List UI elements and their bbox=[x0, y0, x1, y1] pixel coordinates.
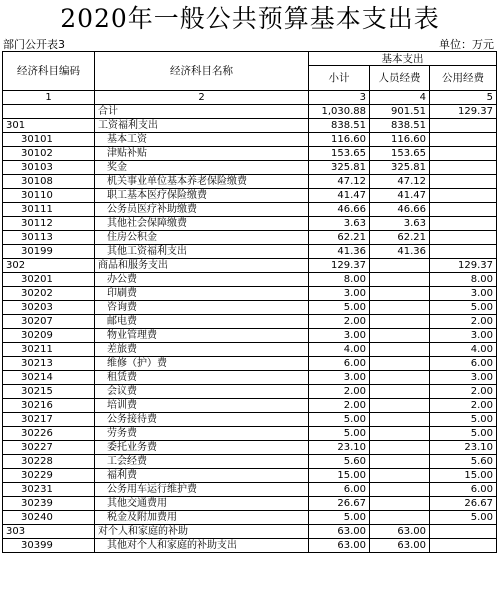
index-row bbox=[3, 91, 497, 105]
row-name: 合计 bbox=[95, 105, 309, 119]
table-row bbox=[3, 469, 497, 483]
row-code: 30113 bbox=[3, 231, 95, 245]
row-name: 物业管理费 bbox=[95, 329, 309, 343]
row-subtotal: 46.66 bbox=[309, 203, 370, 217]
row-personnel bbox=[370, 259, 430, 273]
table-row bbox=[3, 133, 497, 147]
row-subtotal: 3.00 bbox=[309, 329, 370, 343]
header-subtotal: 小计 bbox=[309, 66, 370, 91]
row-name: 租赁费 bbox=[95, 371, 309, 385]
table-row bbox=[3, 427, 497, 441]
row-name: 商品和服务支出 bbox=[95, 259, 309, 273]
row-personnel bbox=[370, 273, 430, 287]
row-name: 工资福利支出 bbox=[95, 119, 309, 133]
row-public: 5.00 bbox=[430, 301, 497, 315]
row-personnel bbox=[370, 329, 430, 343]
row-code: 30207 bbox=[3, 315, 95, 329]
row-public bbox=[430, 189, 497, 203]
row-personnel: 901.51 bbox=[370, 105, 430, 119]
row-public: 2.00 bbox=[430, 399, 497, 413]
row-code: 30202 bbox=[3, 287, 95, 301]
row-public bbox=[430, 119, 497, 133]
table-row bbox=[3, 287, 497, 301]
table-row bbox=[3, 105, 497, 119]
row-subtotal: 5.00 bbox=[309, 413, 370, 427]
row-public: 5.00 bbox=[430, 427, 497, 441]
row-personnel: 3.63 bbox=[370, 217, 430, 231]
row-subtotal: 6.00 bbox=[309, 357, 370, 371]
row-personnel bbox=[370, 371, 430, 385]
table-row bbox=[3, 217, 497, 231]
index-cell: 4 bbox=[370, 91, 430, 105]
row-personnel bbox=[370, 469, 430, 483]
row-code: 30216 bbox=[3, 399, 95, 413]
table-body bbox=[3, 105, 497, 553]
row-subtotal: 5.00 bbox=[309, 301, 370, 315]
header-personnel: 人员经费 bbox=[370, 66, 430, 91]
row-code: 30399 bbox=[3, 539, 95, 553]
row-subtotal: 4.00 bbox=[309, 343, 370, 357]
row-subtotal: 63.00 bbox=[309, 539, 370, 553]
row-name: 其他工资福利支出 bbox=[95, 245, 309, 259]
row-name: 其他对个人和家庭的补助支出 bbox=[95, 539, 309, 553]
row-public bbox=[430, 147, 497, 161]
row-personnel: 46.66 bbox=[370, 203, 430, 217]
table-row bbox=[3, 203, 497, 217]
row-code: 303 bbox=[3, 525, 95, 539]
row-subtotal: 116.60 bbox=[309, 133, 370, 147]
row-public: 6.00 bbox=[430, 483, 497, 497]
row-code: 30217 bbox=[3, 413, 95, 427]
header-public: 公用经费 bbox=[430, 66, 497, 91]
row-code: 30214 bbox=[3, 371, 95, 385]
table-row bbox=[3, 455, 497, 469]
row-personnel bbox=[370, 455, 430, 469]
table-row bbox=[3, 315, 497, 329]
row-personnel bbox=[370, 343, 430, 357]
row-public bbox=[430, 133, 497, 147]
table-row bbox=[3, 497, 497, 511]
row-subtotal: 1,030.88 bbox=[309, 105, 370, 119]
row-personnel bbox=[370, 287, 430, 301]
row-public: 15.00 bbox=[430, 469, 497, 483]
row-public: 5.00 bbox=[430, 511, 497, 525]
row-public: 3.00 bbox=[430, 329, 497, 343]
row-public bbox=[430, 525, 497, 539]
row-subtotal: 15.00 bbox=[309, 469, 370, 483]
row-name: 对个人和家庭的补助 bbox=[95, 525, 309, 539]
row-personnel bbox=[370, 301, 430, 315]
row-public: 3.00 bbox=[430, 287, 497, 301]
row-name: 工会经费 bbox=[95, 455, 309, 469]
row-code: 30101 bbox=[3, 133, 95, 147]
row-name: 税金及附加费用 bbox=[95, 511, 309, 525]
row-name: 培训费 bbox=[95, 399, 309, 413]
row-personnel: 41.47 bbox=[370, 189, 430, 203]
row-code: 30240 bbox=[3, 511, 95, 525]
index-cell: 3 bbox=[309, 91, 370, 105]
row-code: 30229 bbox=[3, 469, 95, 483]
row-name: 福利费 bbox=[95, 469, 309, 483]
row-subtotal: 2.00 bbox=[309, 385, 370, 399]
row-subtotal: 47.12 bbox=[309, 175, 370, 189]
table-row bbox=[3, 525, 497, 539]
row-subtotal: 41.47 bbox=[309, 189, 370, 203]
table-row bbox=[3, 119, 497, 133]
row-subtotal: 3.00 bbox=[309, 287, 370, 301]
row-subtotal: 8.00 bbox=[309, 273, 370, 287]
row-name: 津贴补贴 bbox=[95, 147, 309, 161]
row-personnel: 62.21 bbox=[370, 231, 430, 245]
row-subtotal: 5.60 bbox=[309, 455, 370, 469]
table-row bbox=[3, 343, 497, 357]
row-public bbox=[430, 245, 497, 259]
row-code: 301 bbox=[3, 119, 95, 133]
row-name: 会议费 bbox=[95, 385, 309, 399]
row-code: 30215 bbox=[3, 385, 95, 399]
row-subtotal: 41.36 bbox=[309, 245, 370, 259]
row-subtotal: 62.21 bbox=[309, 231, 370, 245]
row-public bbox=[430, 231, 497, 245]
row-subtotal: 5.00 bbox=[309, 427, 370, 441]
row-code: 30103 bbox=[3, 161, 95, 175]
table-row bbox=[3, 483, 497, 497]
row-subtotal: 2.00 bbox=[309, 315, 370, 329]
row-public: 129.37 bbox=[430, 259, 497, 273]
row-personnel: 63.00 bbox=[370, 539, 430, 553]
row-code: 30111 bbox=[3, 203, 95, 217]
row-public: 8.00 bbox=[430, 273, 497, 287]
row-personnel: 116.60 bbox=[370, 133, 430, 147]
row-public: 5.60 bbox=[430, 455, 497, 469]
table-row bbox=[3, 301, 497, 315]
row-name: 公务用车运行维护费 bbox=[95, 483, 309, 497]
table-row bbox=[3, 539, 497, 553]
row-name: 基本工资 bbox=[95, 133, 309, 147]
unit-label: 单位：万元 bbox=[439, 38, 494, 51]
table-row bbox=[3, 259, 497, 273]
row-subtotal: 3.00 bbox=[309, 371, 370, 385]
row-personnel bbox=[370, 413, 430, 427]
row-code: 30201 bbox=[3, 273, 95, 287]
row-code: 30199 bbox=[3, 245, 95, 259]
table-row bbox=[3, 189, 497, 203]
row-code: 30108 bbox=[3, 175, 95, 189]
row-code: 30209 bbox=[3, 329, 95, 343]
row-personnel: 63.00 bbox=[370, 525, 430, 539]
row-code: 30227 bbox=[3, 441, 95, 455]
index-cell: 1 bbox=[3, 91, 95, 105]
row-personnel: 47.12 bbox=[370, 175, 430, 189]
row-public bbox=[430, 539, 497, 553]
row-public: 26.67 bbox=[430, 497, 497, 511]
row-name: 其他社会保障缴费 bbox=[95, 217, 309, 231]
row-public: 129.37 bbox=[430, 105, 497, 119]
row-subtotal: 5.00 bbox=[309, 511, 370, 525]
table-row bbox=[3, 161, 497, 175]
table-header bbox=[3, 52, 497, 105]
row-personnel bbox=[370, 315, 430, 329]
row-name: 委托业务费 bbox=[95, 441, 309, 455]
row-subtotal: 6.00 bbox=[309, 483, 370, 497]
row-name: 办公费 bbox=[95, 273, 309, 287]
row-code: 30226 bbox=[3, 427, 95, 441]
table-row bbox=[3, 413, 497, 427]
row-personnel: 838.51 bbox=[370, 119, 430, 133]
row-code: 302 bbox=[3, 259, 95, 273]
row-name: 职工基本医疗保险缴费 bbox=[95, 189, 309, 203]
row-public: 2.00 bbox=[430, 385, 497, 399]
row-subtotal: 153.65 bbox=[309, 147, 370, 161]
row-code: 30112 bbox=[3, 217, 95, 231]
index-cell: 2 bbox=[95, 91, 309, 105]
row-personnel: 41.36 bbox=[370, 245, 430, 259]
row-name: 咨询费 bbox=[95, 301, 309, 315]
row-code bbox=[3, 105, 95, 119]
row-public bbox=[430, 217, 497, 231]
row-subtotal: 2.00 bbox=[309, 399, 370, 413]
row-personnel bbox=[370, 483, 430, 497]
row-code: 30211 bbox=[3, 343, 95, 357]
table-row bbox=[3, 371, 497, 385]
table-row bbox=[3, 329, 497, 343]
table-row bbox=[3, 385, 497, 399]
header-basic: 基本支出 bbox=[309, 52, 497, 66]
row-public: 3.00 bbox=[430, 371, 497, 385]
row-code: 30203 bbox=[3, 301, 95, 315]
table-row bbox=[3, 273, 497, 287]
row-name: 机关事业单位基本养老保险缴费 bbox=[95, 175, 309, 189]
header-name: 经济科目名称 bbox=[95, 52, 309, 91]
row-code: 30228 bbox=[3, 455, 95, 469]
row-public: 4.00 bbox=[430, 343, 497, 357]
row-name: 邮电费 bbox=[95, 315, 309, 329]
row-personnel bbox=[370, 357, 430, 371]
header-code: 经济科目编码 bbox=[3, 52, 95, 91]
row-code: 30231 bbox=[3, 483, 95, 497]
table-row bbox=[3, 231, 497, 245]
row-name: 印刷费 bbox=[95, 287, 309, 301]
index-cell: 5 bbox=[430, 91, 497, 105]
table-row bbox=[3, 441, 497, 455]
row-code: 30213 bbox=[3, 357, 95, 371]
row-subtotal: 26.67 bbox=[309, 497, 370, 511]
row-personnel bbox=[370, 511, 430, 525]
row-public bbox=[430, 161, 497, 175]
row-subtotal: 325.81 bbox=[309, 161, 370, 175]
row-code: 30239 bbox=[3, 497, 95, 511]
budget-table bbox=[2, 51, 497, 553]
row-personnel bbox=[370, 427, 430, 441]
page-title: 2020年一般公共预算基本支出表 bbox=[60, 4, 440, 33]
row-personnel bbox=[370, 441, 430, 455]
row-name: 奖金 bbox=[95, 161, 309, 175]
row-public bbox=[430, 175, 497, 189]
table-row bbox=[3, 175, 497, 189]
row-personnel bbox=[370, 399, 430, 413]
row-name: 住房公积金 bbox=[95, 231, 309, 245]
table-row bbox=[3, 245, 497, 259]
row-public: 23.10 bbox=[430, 441, 497, 455]
row-public bbox=[430, 203, 497, 217]
row-public: 5.00 bbox=[430, 413, 497, 427]
row-personnel bbox=[370, 385, 430, 399]
row-name: 其他交通费用 bbox=[95, 497, 309, 511]
row-name: 公务接待费 bbox=[95, 413, 309, 427]
row-personnel: 153.65 bbox=[370, 147, 430, 161]
row-personnel bbox=[370, 497, 430, 511]
row-subtotal: 838.51 bbox=[309, 119, 370, 133]
row-name: 维修（护）费 bbox=[95, 357, 309, 371]
row-subtotal: 63.00 bbox=[309, 525, 370, 539]
row-subtotal: 3.63 bbox=[309, 217, 370, 231]
table-row bbox=[3, 511, 497, 525]
row-public: 6.00 bbox=[430, 357, 497, 371]
row-personnel: 325.81 bbox=[370, 161, 430, 175]
row-code: 30102 bbox=[3, 147, 95, 161]
row-name: 公务员医疗补助缴费 bbox=[95, 203, 309, 217]
row-public: 2.00 bbox=[430, 315, 497, 329]
table-row bbox=[3, 399, 497, 413]
row-code: 30110 bbox=[3, 189, 95, 203]
row-subtotal: 129.37 bbox=[309, 259, 370, 273]
header-row-top bbox=[3, 52, 497, 66]
table-row bbox=[3, 357, 497, 371]
department-table-label: 部门公开表3 bbox=[3, 38, 65, 51]
table-row bbox=[3, 147, 497, 161]
row-name: 劳务费 bbox=[95, 427, 309, 441]
row-name: 差旅费 bbox=[95, 343, 309, 357]
row-subtotal: 23.10 bbox=[309, 441, 370, 455]
